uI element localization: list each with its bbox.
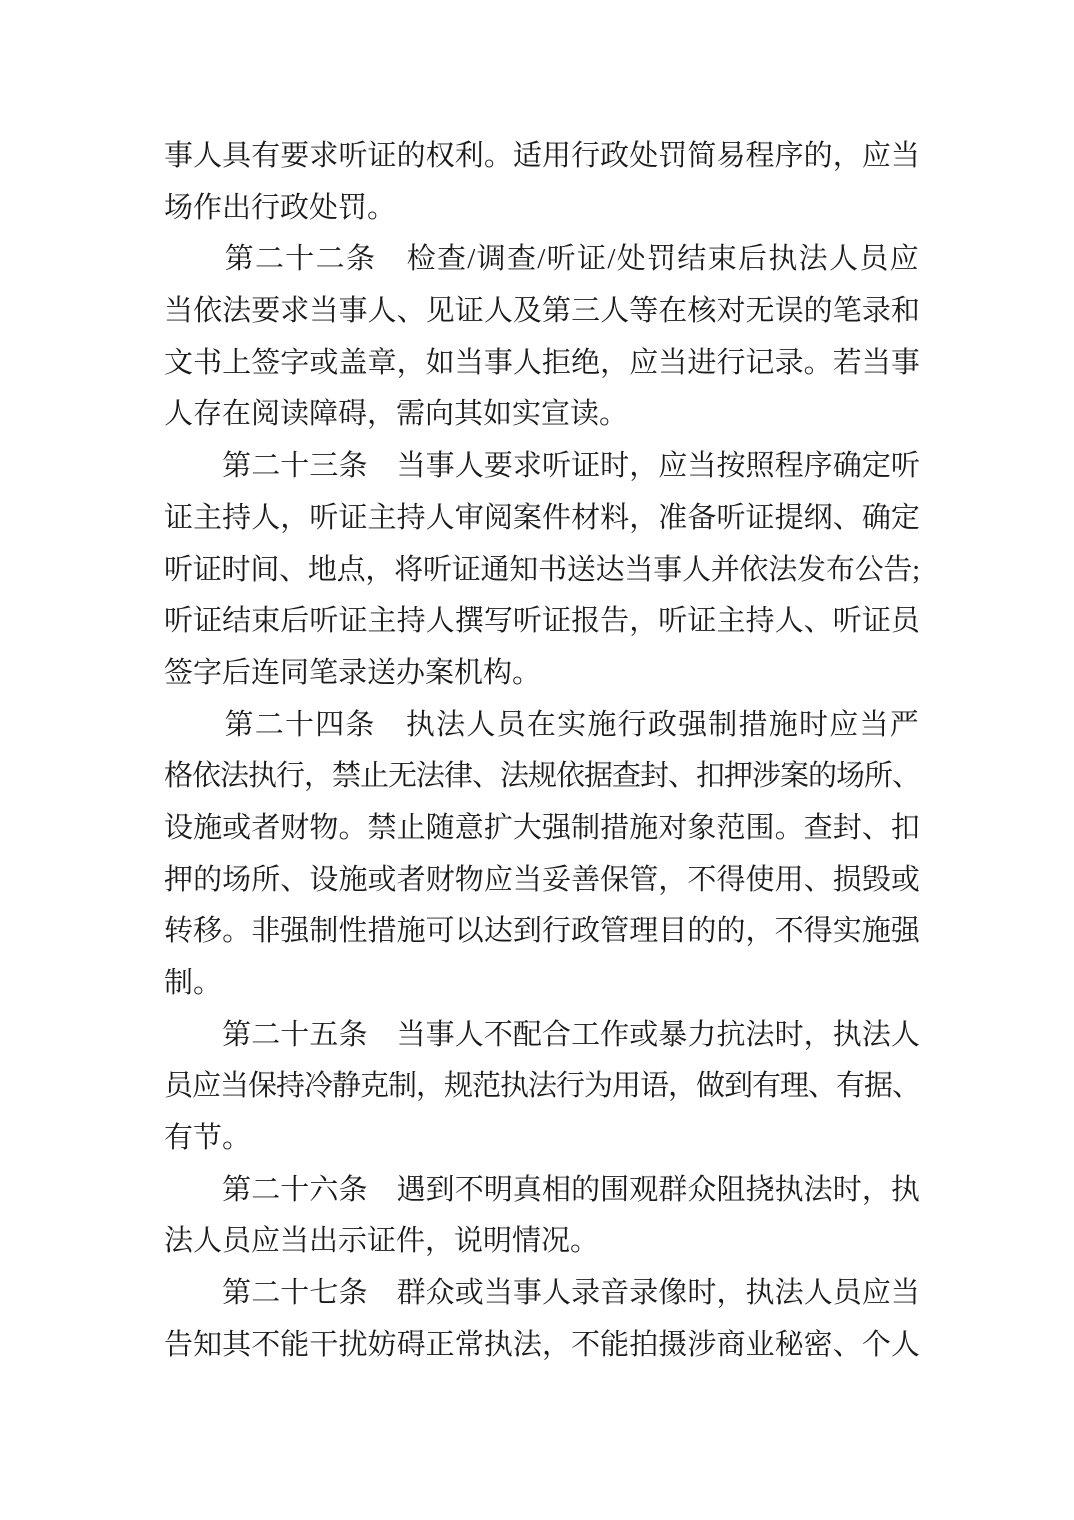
text-line: 制。 <box>164 967 223 999</box>
text-line: 转移。非强制性措施可以达到行政管理目的的，不得实施强 <box>164 915 920 948</box>
text-line: 事人具有要求听证的权利。适用行政处罚简易程序的，应当 <box>164 140 920 172</box>
text-line: 听证时间、地点，将听证通知书送达当事人并依法发布公告; <box>164 553 920 586</box>
text-line: 人存在阅读障碍，需向其如实宣读。 <box>164 398 629 431</box>
document-text-block <box>164 131 920 1372</box>
text-line: 签字后连同笔录送办案机构。 <box>164 656 542 689</box>
text-line: 第二十六条 遇到不明真相的围观群众阻挠执法时，执 <box>164 1173 920 1206</box>
text-line: 有节。 <box>164 1122 252 1155</box>
text-line: 听证结束后听证主持人撰写听证报告，听证主持人、听证员 <box>164 605 920 638</box>
text-line: 告知其不能干扰妨碍正常执法，不能拍摄涉商业秘密、个人 <box>164 1328 920 1361</box>
text-line: 法人员应当出示证件，说明情况。 <box>164 1225 600 1258</box>
text-line: 第二十五条 当事人不配合工作或暴力抗法时，执法人 <box>164 1018 920 1051</box>
text-line: 文书上签字或盖章，如当事人拒绝，应当进行记录。若当事 <box>164 346 920 379</box>
text-line: 第二十四条 执法人员在实施行政强制措施时应当严 <box>164 708 920 741</box>
text-line: 证主持人，听证主持人审阅案件材料，准备听证提纲、确定 <box>164 501 920 534</box>
text-line: 当依法要求当事人、见证人及第三人等在核对无误的笔录和 <box>164 295 920 328</box>
text-line: 第二十七条 群众或当事人录音录像时，执法人员应当 <box>164 1277 920 1310</box>
text-line: 第二十三条 当事人要求听证时，应当按照程序确定听 <box>164 450 920 483</box>
text-line: 场作出行政处罚。 <box>164 191 397 224</box>
text-line: 第二十二条 检查/调查/听证/处罚结束后执法人员应 <box>164 243 920 276</box>
text-line: 设施或者财物。禁止随意扩大强制措施对象范围。查封、扣 <box>164 811 920 844</box>
text-line: 员应当保持冷静克制，规范执法行为用语，做到有理、有据、 <box>164 1070 920 1103</box>
text-line: 格依法执行，禁止无法律、法规依据查封、扣押涉案的场所、 <box>164 760 920 793</box>
text-line: 押的场所、设施或者财物应当妥善保管，不得使用、损毁或 <box>164 863 920 896</box>
